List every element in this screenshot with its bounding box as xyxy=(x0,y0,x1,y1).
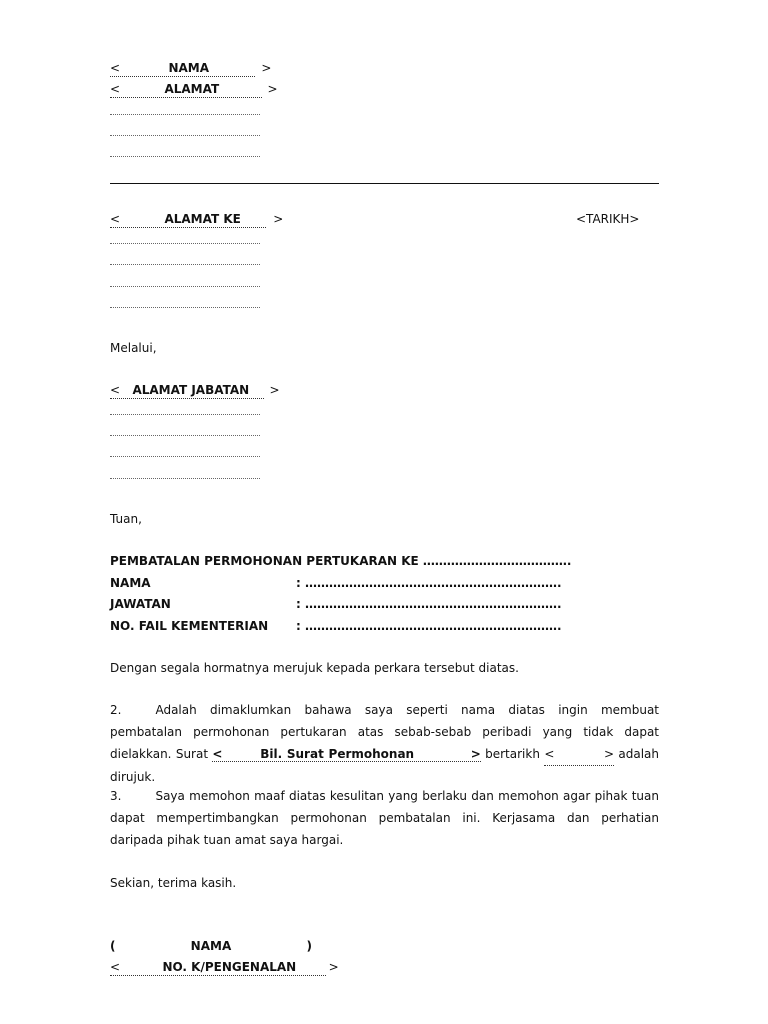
address-line xyxy=(110,429,260,436)
bracket-open: < xyxy=(110,82,121,96)
address-line xyxy=(110,129,260,136)
bracket-open: < xyxy=(110,383,121,397)
bracket-open: < xyxy=(110,960,121,974)
paragraph-2-end: adalah dirujuk. xyxy=(110,747,659,784)
subject-row-label: NO. FAIL KEMENTERIAN xyxy=(110,619,269,633)
bracket-open: < xyxy=(110,212,121,226)
sender-name-placeholder xyxy=(110,60,272,77)
salutation: Tuan, xyxy=(110,512,142,526)
department-address-placeholder xyxy=(110,382,280,399)
address-line xyxy=(110,408,260,415)
closing-line: Sekian, terima kasih. xyxy=(110,876,237,890)
subject-title: PEMBATALAN PERMOHONAN PERTUKARAN KE ………………………………. xyxy=(110,554,572,568)
address-line xyxy=(110,450,260,457)
signature-name: ( NAMA ) xyxy=(110,939,312,953)
subject-row-value: : ………………………………………………………. xyxy=(296,597,562,611)
address-line xyxy=(110,108,260,115)
recipient-address-label: ALAMAT KE xyxy=(164,212,241,226)
bracket-close: > xyxy=(261,61,272,75)
bracket-close: > xyxy=(267,82,278,96)
subject-row xyxy=(110,575,562,591)
letter-reference xyxy=(212,747,480,762)
subject-row xyxy=(110,618,562,634)
bracket-open: < xyxy=(110,61,121,75)
sender-address-placeholder xyxy=(110,81,278,98)
bracket-close: > xyxy=(269,383,280,397)
date-placeholder: <TARIKH> xyxy=(576,212,640,226)
paragraph-number: 2. xyxy=(110,703,122,717)
sender-address-label: ALAMAT xyxy=(164,82,220,96)
intro-paragraph: Dengan segala hormatnya merujuk kepada perkara tersebut diatas. xyxy=(110,661,519,675)
paragraph-3 xyxy=(110,785,659,851)
subject-row-label: JAWATAN xyxy=(110,597,171,611)
subject-row xyxy=(110,596,562,612)
subject-row-value: : ………………………………………………………. xyxy=(296,576,562,590)
bracket-close: > xyxy=(470,747,481,761)
address-line xyxy=(110,150,260,157)
bracket-close: > xyxy=(273,212,284,226)
ref-part: Surat Permohonan xyxy=(286,747,415,761)
ref-part: Bil. xyxy=(260,747,283,761)
address-line xyxy=(110,301,260,308)
subject-row-label: NAMA xyxy=(110,576,151,590)
address-line xyxy=(110,258,260,265)
paragraph-3-text: Saya memohon maaf diatas kesulitan yang berlaku dan memohon agar pihak tuan dapat mempertimbangkan permohonan pembatalan ini. Kerjasama dan perhatian daripada pihak tuan amat saya hargai. xyxy=(110,789,659,847)
department-address-label: ALAMAT JABATAN xyxy=(132,383,250,397)
paragraph-2-mid: bertarikh xyxy=(485,747,540,761)
signature-ic-placeholder xyxy=(110,959,339,976)
paragraph-number: 3. xyxy=(110,789,122,803)
paragraph-2-text: Adalah dimaklumkan bahawa saya seperti nama diatas ingin membuat pembatalan permohonan pertukaran atas sebab-sebab peribadi yang tidak dapat dielakkan. Surat xyxy=(110,703,659,761)
sender-name-label: NAMA xyxy=(168,61,209,75)
bracket-close: > xyxy=(328,960,339,974)
address-line xyxy=(110,280,260,287)
address-line xyxy=(110,237,260,244)
subject-row-value: : ………………………………………………………. xyxy=(296,619,562,633)
bracket-open: < xyxy=(212,747,223,761)
paragraph-2 xyxy=(110,699,659,788)
recipient-address-placeholder xyxy=(110,211,284,228)
header-divider xyxy=(110,183,659,184)
date-blank: < > xyxy=(544,743,614,766)
via-label: Melalui, xyxy=(110,341,157,355)
ic-number-label: NO. K/PENGENALAN xyxy=(162,960,297,974)
address-line xyxy=(110,472,260,479)
